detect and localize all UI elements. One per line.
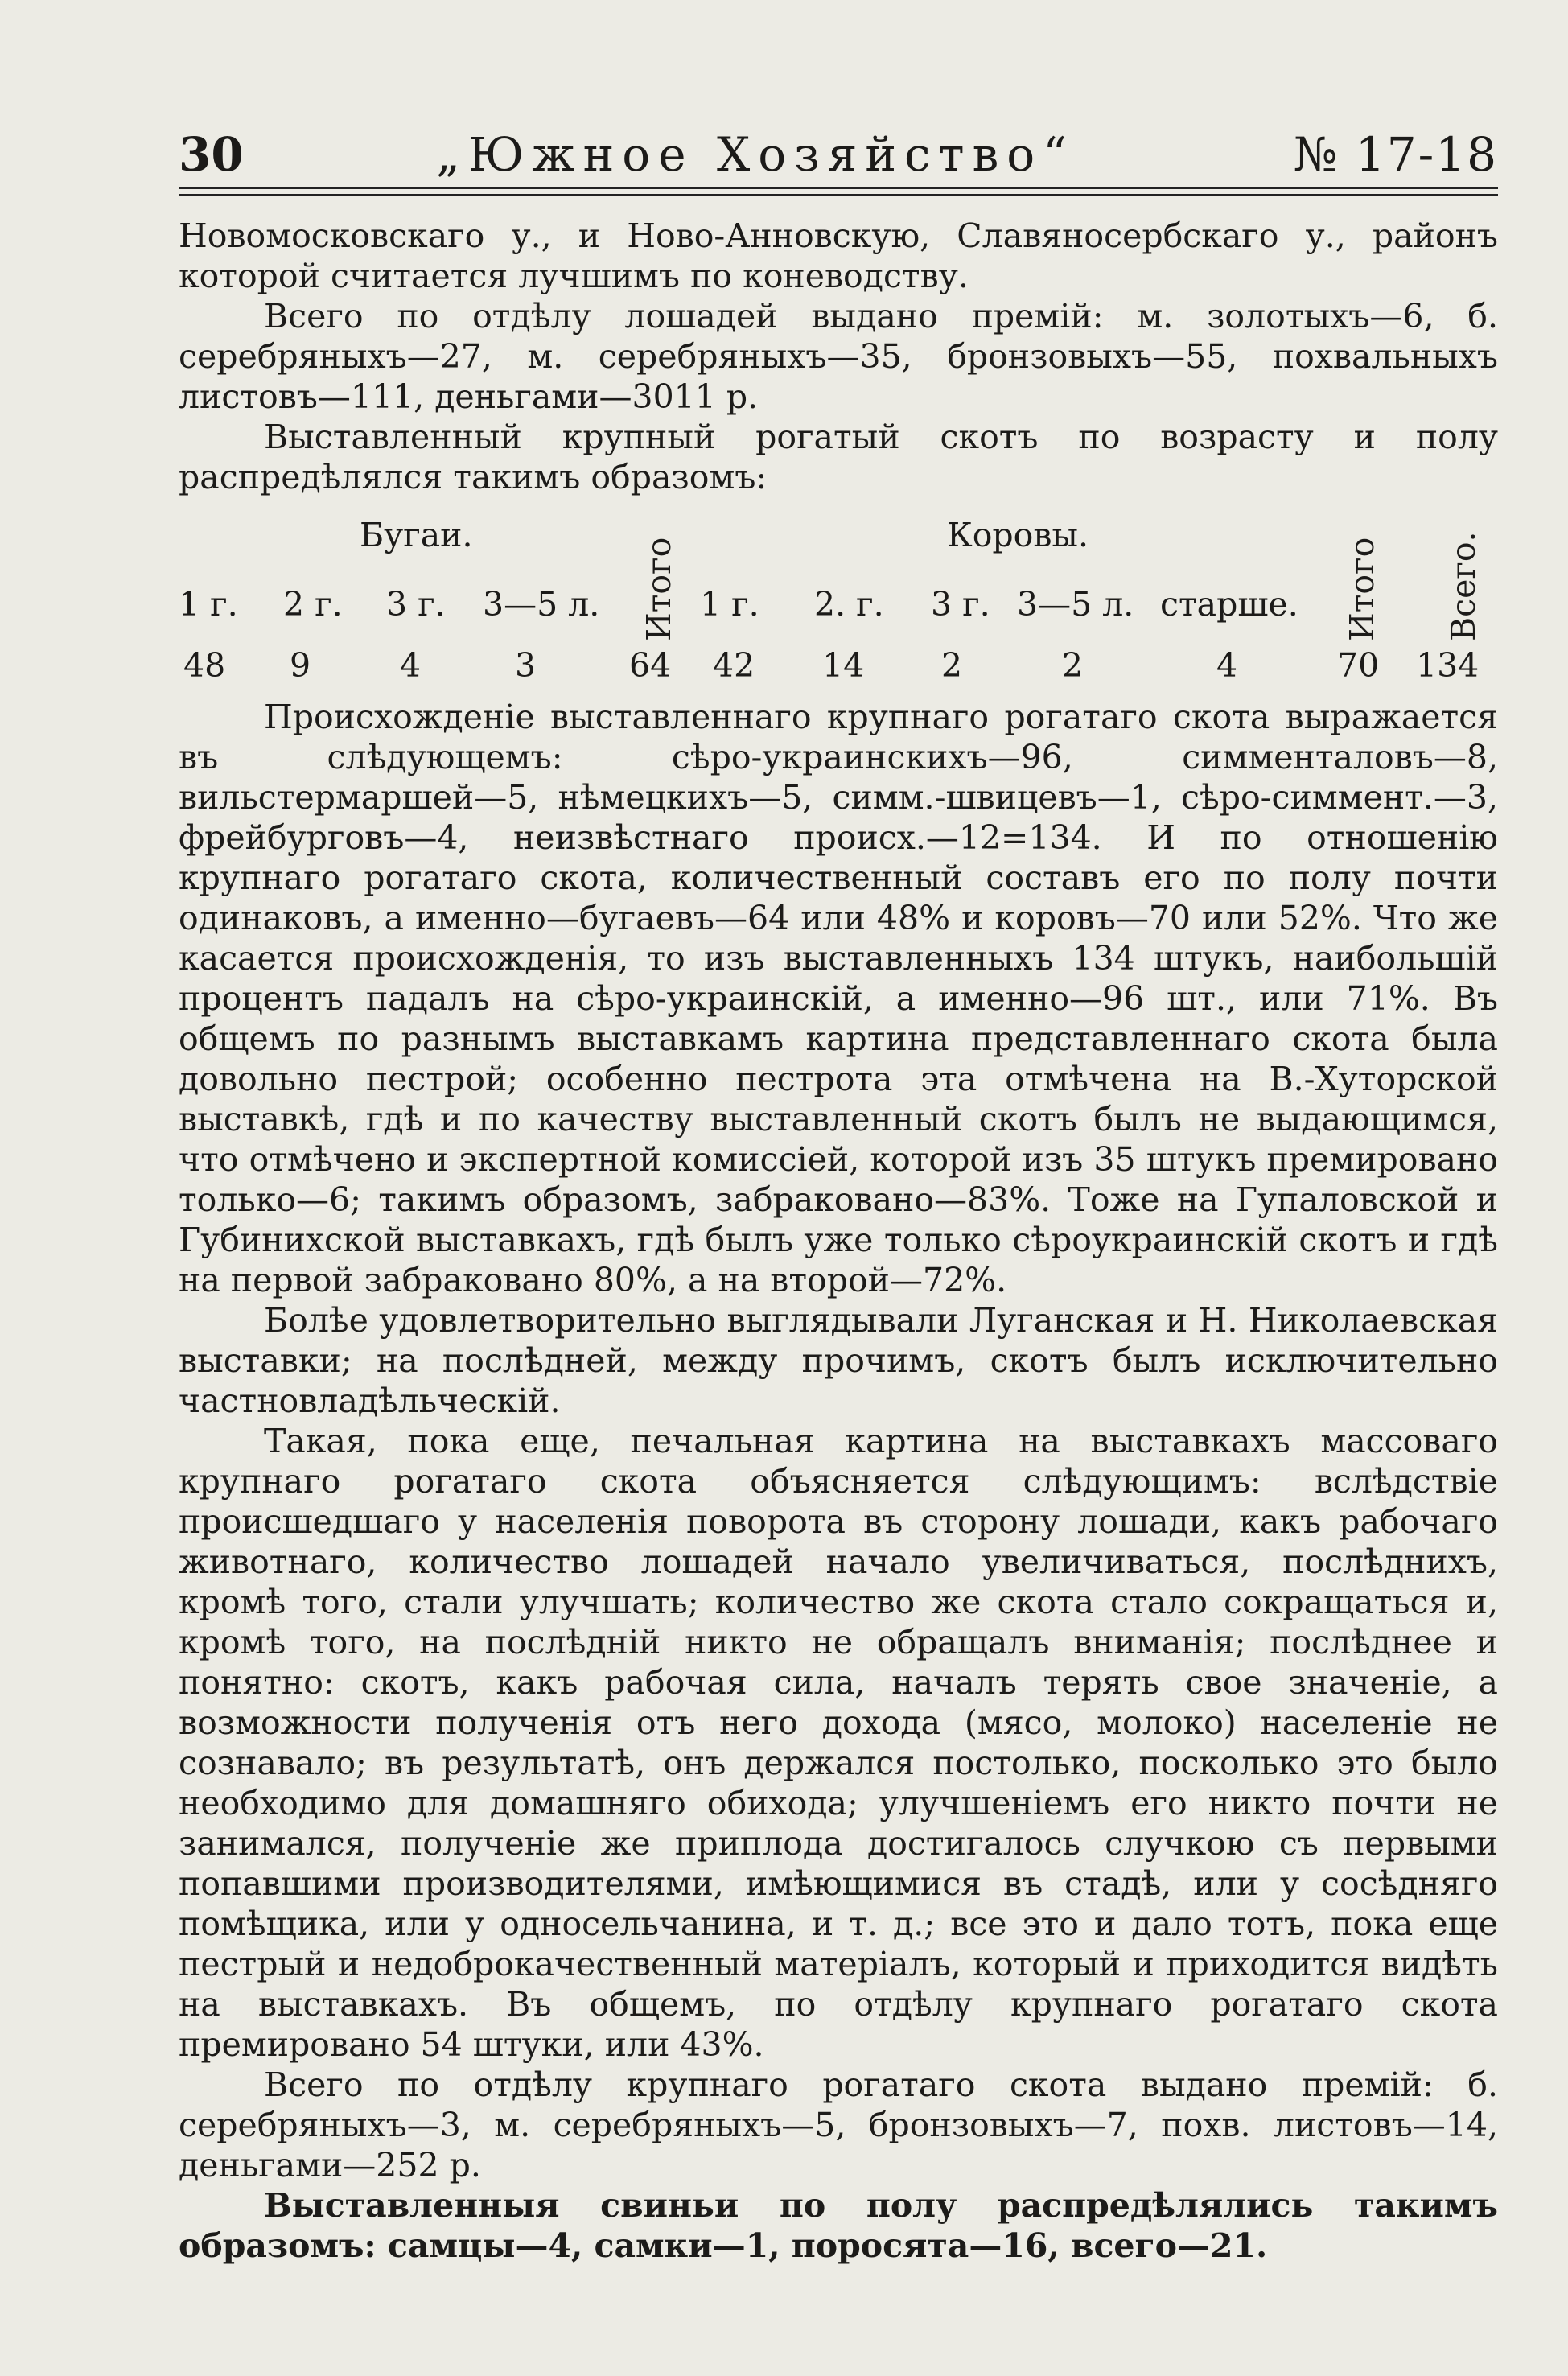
cow-value-1: 42 <box>713 646 755 685</box>
bull-total-label: Итого <box>640 537 678 641</box>
paragraph-2: Всего по отдѣлу лошадей выдано премій: м. золотыхъ—6, б. серебряныхъ—27, м. серебряныхъ—35, бронзовыхъ—55, похвальныхъ листовъ—111, деньгами—3011 р. <box>179 297 1498 416</box>
article-body <box>179 216 1498 2266</box>
cow-total-label: Итого <box>1343 537 1381 641</box>
page-header <box>179 121 1498 185</box>
paragraph-7: Всего по отдѣлу крупнаго рогатаго скота выдано премій: б. серебряныхъ—3, м. серебряныхъ—5, бронзовыхъ—7, похв. листовъ—14, деньгами—252 р. <box>179 2065 1498 2185</box>
page-number: 30 <box>179 127 244 182</box>
bull-col-4: 3—5 л. <box>483 585 600 624</box>
bull-value-3: 4 <box>400 646 422 685</box>
group-label-bulls: Бугаи. <box>360 516 473 554</box>
bull-value-1: 48 <box>183 646 226 685</box>
grand-total-value: 134 <box>1416 646 1480 685</box>
paragraph-5: Болѣе удовлетворительно выглядывали Луганская и Н. Николаевская выставки; на послѣдней, между прочимъ, скотъ былъ исключительно частновладѣльческій. <box>179 1301 1498 1420</box>
paragraph-8: Выставленныя свиньи по полу распредѣлялись такимъ образомъ: самцы—4, самки—1, поросята—16, всего—21. <box>179 2186 1498 2265</box>
header-rule-thin <box>179 194 1498 196</box>
cow-col-3: 3 г. <box>931 585 990 624</box>
paragraph-6: Такая, пока еще, печальная картина на выставкахъ массоваго крупнаго рогатаго скота объясняется слѣдующимъ: вслѣдствіе происшедшаго у населенія поворота въ сторону лошади, какъ рабочаго животнаго, количество лошадей начало увеличиваться, послѣднихъ, кромѣ того, стали улучшать; количество же скота стало сокращаться и, кромѣ того, на послѣдній никто не обращалъ вниманія; послѣднее и понятно: скотъ, какъ рабочая сила, началъ терять свое значеніе, а возможности полученія отъ него дохода (мясо, молоко) населеніе не сознавало; въ результатѣ, онъ держался постолько, посколько это было необходимо для домашняго обихода; улучшеніемъ его никто почти не занимался, полученіе же приплода достигалось случкою съ первыми попавшими производителями, имѣющимися въ стадѣ, или у сосѣдняго помѣщика, или у односельчанина, и т. д.; все это и дало тотъ, пока еще пестрый и недоброкачественный матеріалъ, который и приходится видѣть на выставкахъ. Въ общемъ, по отдѣлу крупнаго рогатаго скота премировано 54 штуки, или 43%. <box>179 1422 1498 2064</box>
bull-col-2: 2 г. <box>283 585 343 624</box>
journal-title: „Южное Хозяйство“ <box>436 127 1075 182</box>
cow-col-1: 1 г. <box>700 585 759 624</box>
paragraph-3: Выставленный крупный рогатый скотъ по возрасту и полу распредѣлялся такимъ образомъ: <box>179 418 1498 496</box>
cow-value-3: 2 <box>941 646 963 685</box>
bull-value-2: 9 <box>290 646 311 685</box>
grand-total-label: Всего. <box>1444 531 1483 641</box>
cattle-table <box>179 500 1498 694</box>
cow-value-2: 14 <box>822 646 865 685</box>
cow-col-5: старше. <box>1160 585 1298 624</box>
group-label-cows: Коровы. <box>947 516 1089 554</box>
cow-col-4: 3—5 л. <box>1017 585 1134 624</box>
bull-col-3: 3 г. <box>386 585 446 624</box>
cow-total-value: 70 <box>1337 646 1380 685</box>
paragraph-4: Происхожденіе выставленнаго крупнаго рогатаго скота выражается въ слѣдующемъ: сѣро-украинскихъ—96, симменталовъ—8, вильстермаршей—5, нѣмецкихъ—5, симм.-швицевъ—1, сѣро-симмент.—3, фрейбурговъ—4, неизвѣстнаго происх.—12=134. И по отношенію крупнаго рогатаго скота, количественный составъ его по полу почти одинаковъ, а именно—бугаевъ—64 или 48% и коровъ—70 или 52%. Что же касается происхожденія, то изъ выставленныхъ 134 штукъ, наибольшій процентъ падалъ на сѣро-украинскій, а именно—96 шт., или 71%. Въ общемъ по разнымъ выставкамъ картина представленнаго скота была довольно пестрой; особенно пестрота эта отмѣчена на В.-Хуторской выставкѣ, гдѣ и по качеству выставленный скотъ былъ не выдающимся, что отмѣчено и экспертной комиссіей, которой изъ 35 штукъ премировано только—6; такимъ образомъ, забраковано—83%. Тоже на Гупаловской и Губинихской выставкахъ, гдѣ былъ уже только сѣроукраинскій скотъ и гдѣ на первой забраковано 80%, а на второй—72%. <box>179 698 1498 1299</box>
cow-col-2: 2. г. <box>814 585 884 624</box>
bull-col-1: 1 г. <box>179 585 238 624</box>
bull-value-4: 3 <box>515 646 537 685</box>
cow-value-5: 4 <box>1216 646 1238 685</box>
bull-total-value: 64 <box>629 646 672 685</box>
issue-number: № 17-18 <box>1293 127 1498 182</box>
cow-value-4: 2 <box>1062 646 1084 685</box>
paragraph-1: Новомосковскаго у., и Ново-Анновскую, Славяносербскаго у., районъ которой считается лучшимъ по коневодству. <box>179 216 1498 295</box>
header-rule <box>179 187 1498 189</box>
